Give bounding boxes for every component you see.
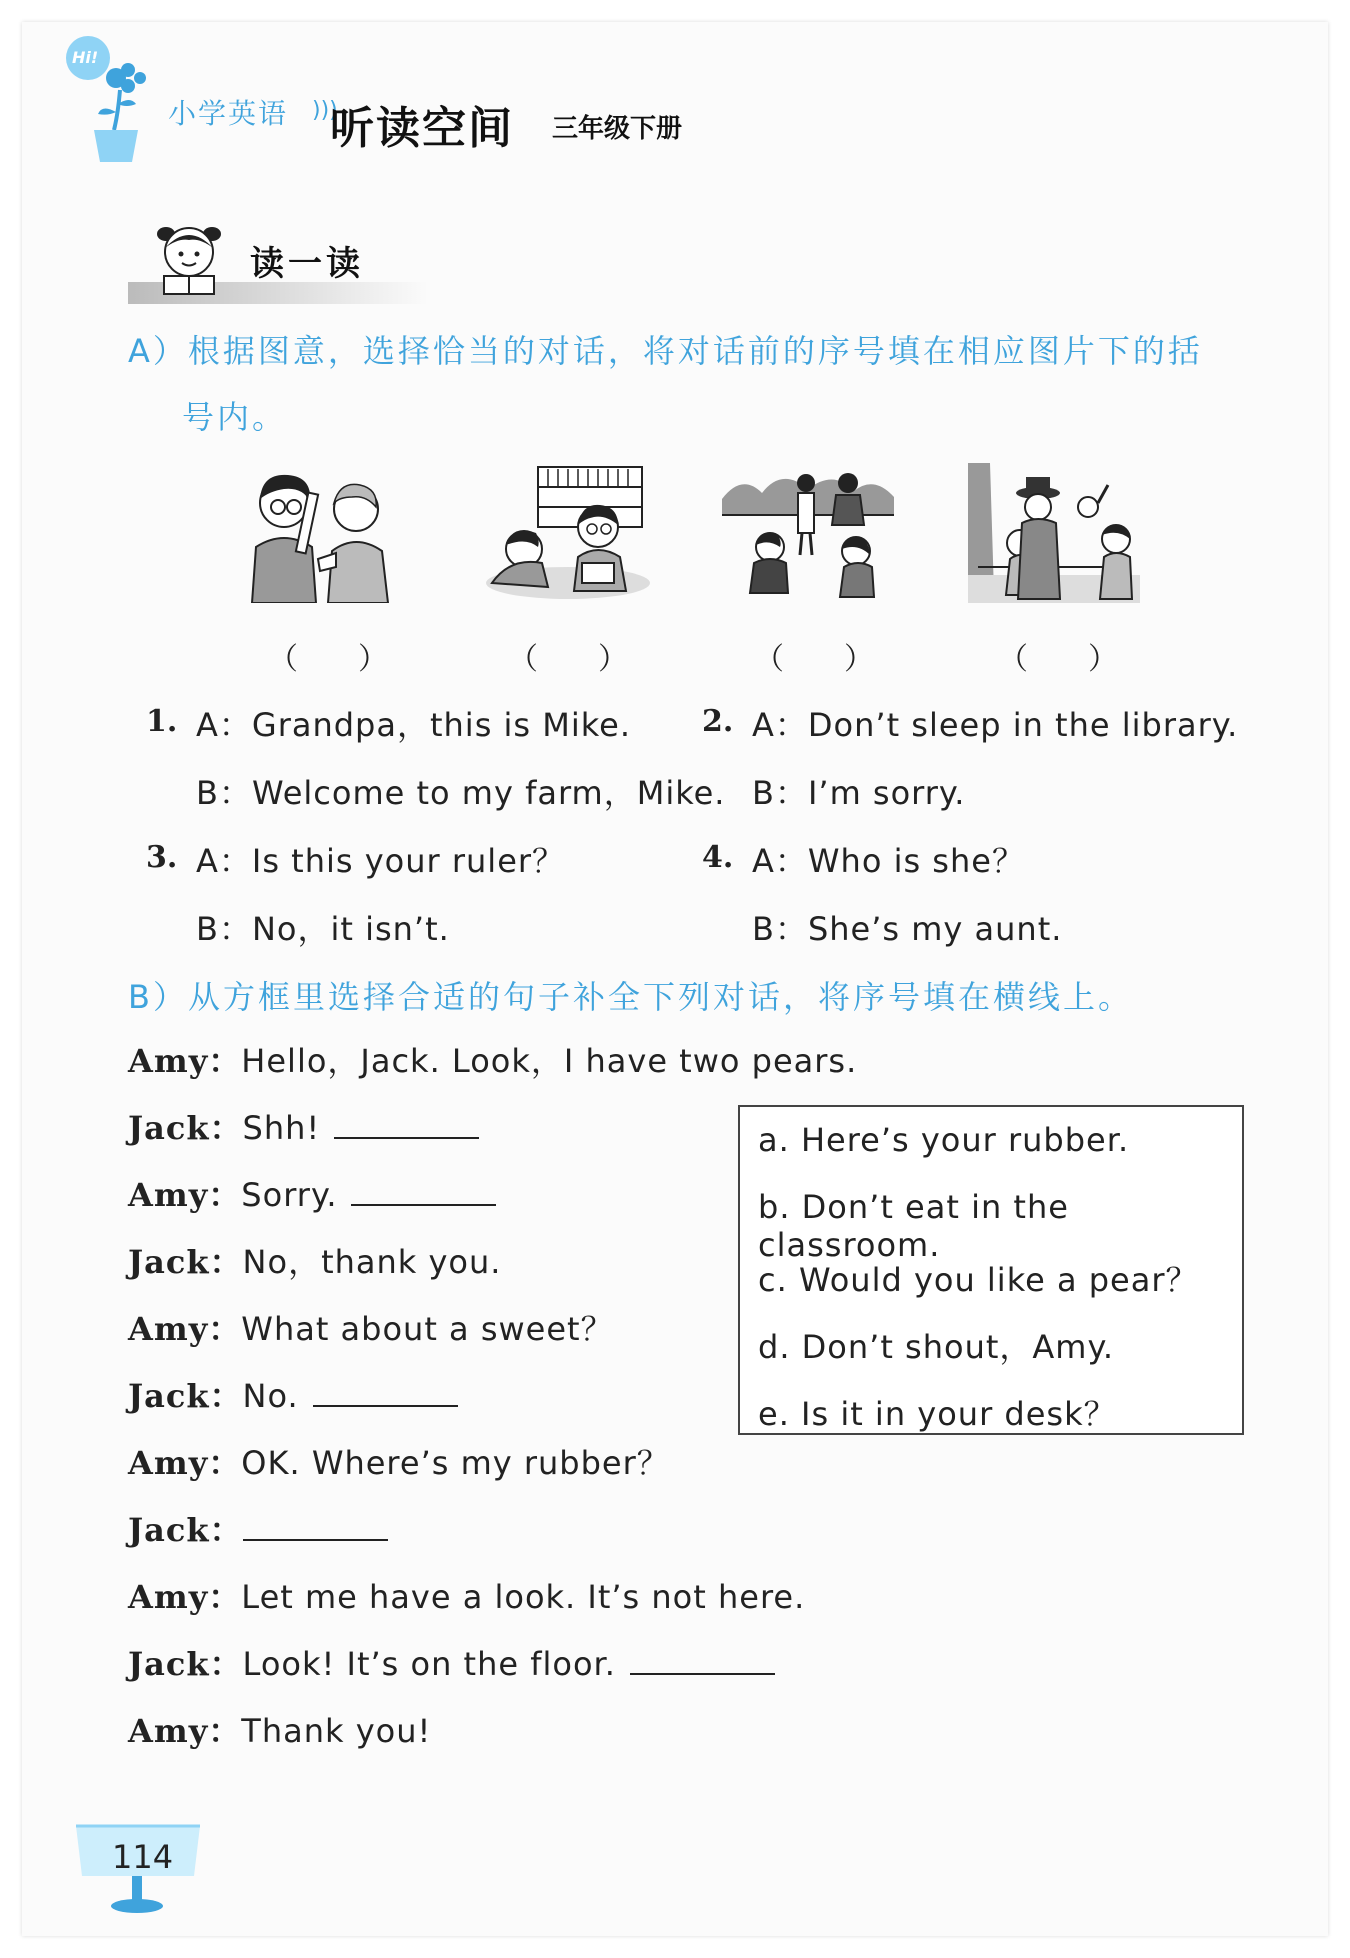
answer-blank[interactable] xyxy=(630,1647,775,1675)
speaker-name: Jack： xyxy=(128,1109,243,1147)
line-text: Shh! xyxy=(242,1109,321,1147)
conversation-line xyxy=(128,1438,670,1484)
conversation-line xyxy=(128,1036,857,1082)
dialogue-number-3: 3. xyxy=(146,840,178,875)
picture-park-scene xyxy=(722,463,894,603)
grade-label: 三年级下册 xyxy=(552,114,683,144)
option-d: d. Don’t shout，Amy. xyxy=(758,1328,1115,1366)
conversation-line xyxy=(128,1639,775,1685)
conversation-line xyxy=(128,1304,614,1350)
dialogue-2-line-b: B：I’m sorry. xyxy=(752,774,966,812)
conversation-line xyxy=(128,1572,805,1618)
conversation-line xyxy=(128,1103,479,1149)
answer-blank[interactable] xyxy=(334,1111,479,1139)
option-a: a. Here’s your rubber. xyxy=(758,1121,1130,1159)
answer-blank[interactable] xyxy=(351,1178,496,1206)
answer-paren-1[interactable]: （ ） xyxy=(268,642,388,677)
conversation-line xyxy=(128,1371,458,1417)
conversation-line xyxy=(128,1706,431,1752)
line-text: Sorry. xyxy=(241,1176,338,1214)
speaker-name: Amy： xyxy=(128,1444,242,1482)
dialogue-number-4: 4. xyxy=(702,840,734,875)
section-title: 读一读 xyxy=(250,244,364,284)
speaker-name: Jack： xyxy=(128,1243,243,1281)
answer-blank[interactable] xyxy=(243,1513,388,1541)
conversation-line xyxy=(128,1170,496,1216)
line-text: No，thank you. xyxy=(242,1243,502,1281)
line-text: OK. Where’s my rubber？ xyxy=(241,1444,670,1482)
options-box xyxy=(738,1105,1244,1435)
part-a-instruction-line2: 号内。 xyxy=(182,398,288,436)
sound-wave-icon: ))) xyxy=(312,98,338,123)
answer-paren-3[interactable]: （ ） xyxy=(754,642,874,677)
option-c: c. Would you like a pear？ xyxy=(758,1261,1199,1299)
speaker-name: Amy： xyxy=(128,1712,242,1750)
dialogue-2-line-a: A：Don’t sleep in the library. xyxy=(752,706,1239,744)
line-text: Thank you! xyxy=(241,1712,432,1750)
dialogue-4-line-a: A：Who is she？ xyxy=(752,842,1025,880)
line-text: Hello，Jack. Look，I have two pears. xyxy=(241,1042,858,1080)
speaker-name: Jack： xyxy=(128,1377,243,1415)
answer-paren-4[interactable]: （ ） xyxy=(998,642,1118,677)
answer-blank[interactable] xyxy=(313,1379,458,1407)
series-name: 小学英语 xyxy=(168,97,289,130)
speaker-name: Amy： xyxy=(128,1042,242,1080)
answer-paren-2[interactable]: （ ） xyxy=(508,642,628,677)
part-b-instruction: B）从方框里选择合适的句子补全下列对话，将序号填在横线上。 xyxy=(128,978,1133,1016)
speaker-name: Amy： xyxy=(128,1176,242,1214)
part-a-instruction-line1: A）根据图意，选择恰当的对话，将对话前的序号填在相应图片下的括 xyxy=(128,332,1203,370)
speaker-name: Amy： xyxy=(128,1310,242,1348)
hi-badge: Hi! xyxy=(72,48,99,67)
dialogue-number-1: 1. xyxy=(146,704,178,739)
dialogue-3-line-a: A：Is this your ruler？ xyxy=(196,842,566,880)
conversation-line xyxy=(128,1237,501,1283)
brand-title: 听读空间 xyxy=(330,103,514,154)
dialogue-3-line-b: B：No，it isn’t. xyxy=(196,910,450,948)
speaker-name: Jack： xyxy=(128,1511,243,1549)
dialogue-number-2: 2. xyxy=(702,704,734,739)
line-text: No. xyxy=(242,1377,299,1415)
dialogue-4-line-b: B：She’s my aunt. xyxy=(752,910,1063,948)
dialogue-1-line-b: B：Welcome to my farm，Mike. xyxy=(196,774,726,812)
speaker-name: Jack： xyxy=(128,1645,243,1683)
speaker-name: Amy： xyxy=(128,1578,242,1616)
picture-ruler-scene xyxy=(232,463,404,603)
line-text: What about a sweet？ xyxy=(241,1310,614,1348)
picture-farm-scene xyxy=(968,463,1140,603)
picture-library-scene xyxy=(482,463,654,603)
line-text: Look! It’s on the floor. xyxy=(242,1645,616,1683)
option-e: e. Is it in your desk？ xyxy=(758,1395,1117,1433)
page-number: 114 xyxy=(112,1838,174,1876)
line-text: Let me have a look. It’s not here. xyxy=(241,1578,806,1616)
dialogue-1-line-a: A：Grandpa，this is Mike. xyxy=(196,706,632,744)
conversation-line xyxy=(128,1505,388,1551)
option-b: b. Don’t eat in the classroom. xyxy=(758,1188,1069,1264)
